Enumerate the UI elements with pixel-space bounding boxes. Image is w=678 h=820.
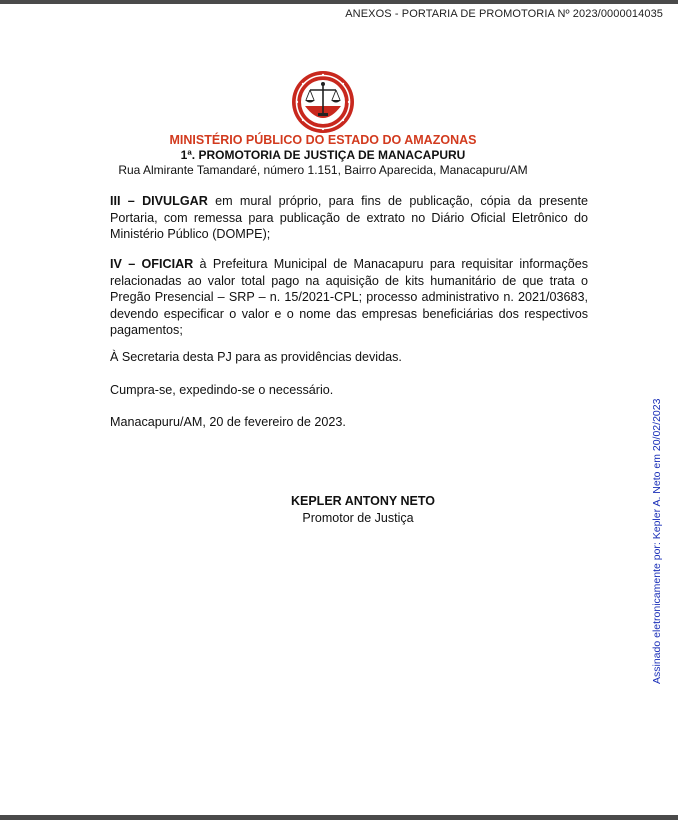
item-iv-text: à Prefeitura Municipal de Manacapuru para requisitar informações relacionadas ao valor total pago na aquisição de kits humanitário de que trata o Pregão Presencial – SRP – n. 15/2021-CPL; processo administrativo n. 2021/03683, devendo especificar o valor e o nome das empresas beneficiárias dos respectivos pagamentos; — [110, 257, 588, 337]
office-name: 1ª. PROMOTORIA DE JUSTIÇA DE MANACAPURU — [180, 148, 466, 162]
scales-of-justice-icon — [291, 70, 355, 134]
institution-name: MINISTÉRIO PÚBLICO DO ESTADO DO AMAZONAS — [169, 133, 477, 147]
office-address: Rua Almirante Tamandaré, número 1.151, Bairro Aparecida, Manacapuru/AM — [118, 163, 528, 177]
place-date: Manacapuru/AM, 20 de fevereiro de 2023. — [110, 415, 346, 429]
paragraph-cumpra: Cumpra-se, expedindo-se o necessário. — [110, 383, 334, 397]
bottom-border — [0, 815, 678, 820]
signer-name: KEPLER ANTONY NETO — [290, 494, 435, 508]
document-reference: ANEXOS - PORTARIA DE PROMOTORIA Nº 2023/0000014035 — [345, 8, 663, 20]
top-border — [0, 0, 678, 4]
item-iv-lead: IV – OFICIAR — [110, 257, 194, 271]
signer-role: Promotor de Justiça — [302, 511, 414, 525]
paragraph-item-iii — [110, 193, 588, 243]
paragraph-secretaria: À Secretaria desta PJ para as providências devidas. — [110, 350, 402, 364]
electronic-signature-stamp: Assinado eletronicamente por: Kepler A. Neto em 20/02/2023 — [651, 398, 663, 684]
item-iii-text: em mural próprio, para fins de publicação, cópia da presente Portaria, com remessa para publicação de extrato no Diário Oficial Eletrônico do Ministério Público (DOMPE); — [110, 194, 589, 241]
paragraph-item-iv — [110, 256, 588, 339]
item-iii-lead: III – DIVULGAR — [110, 194, 208, 208]
